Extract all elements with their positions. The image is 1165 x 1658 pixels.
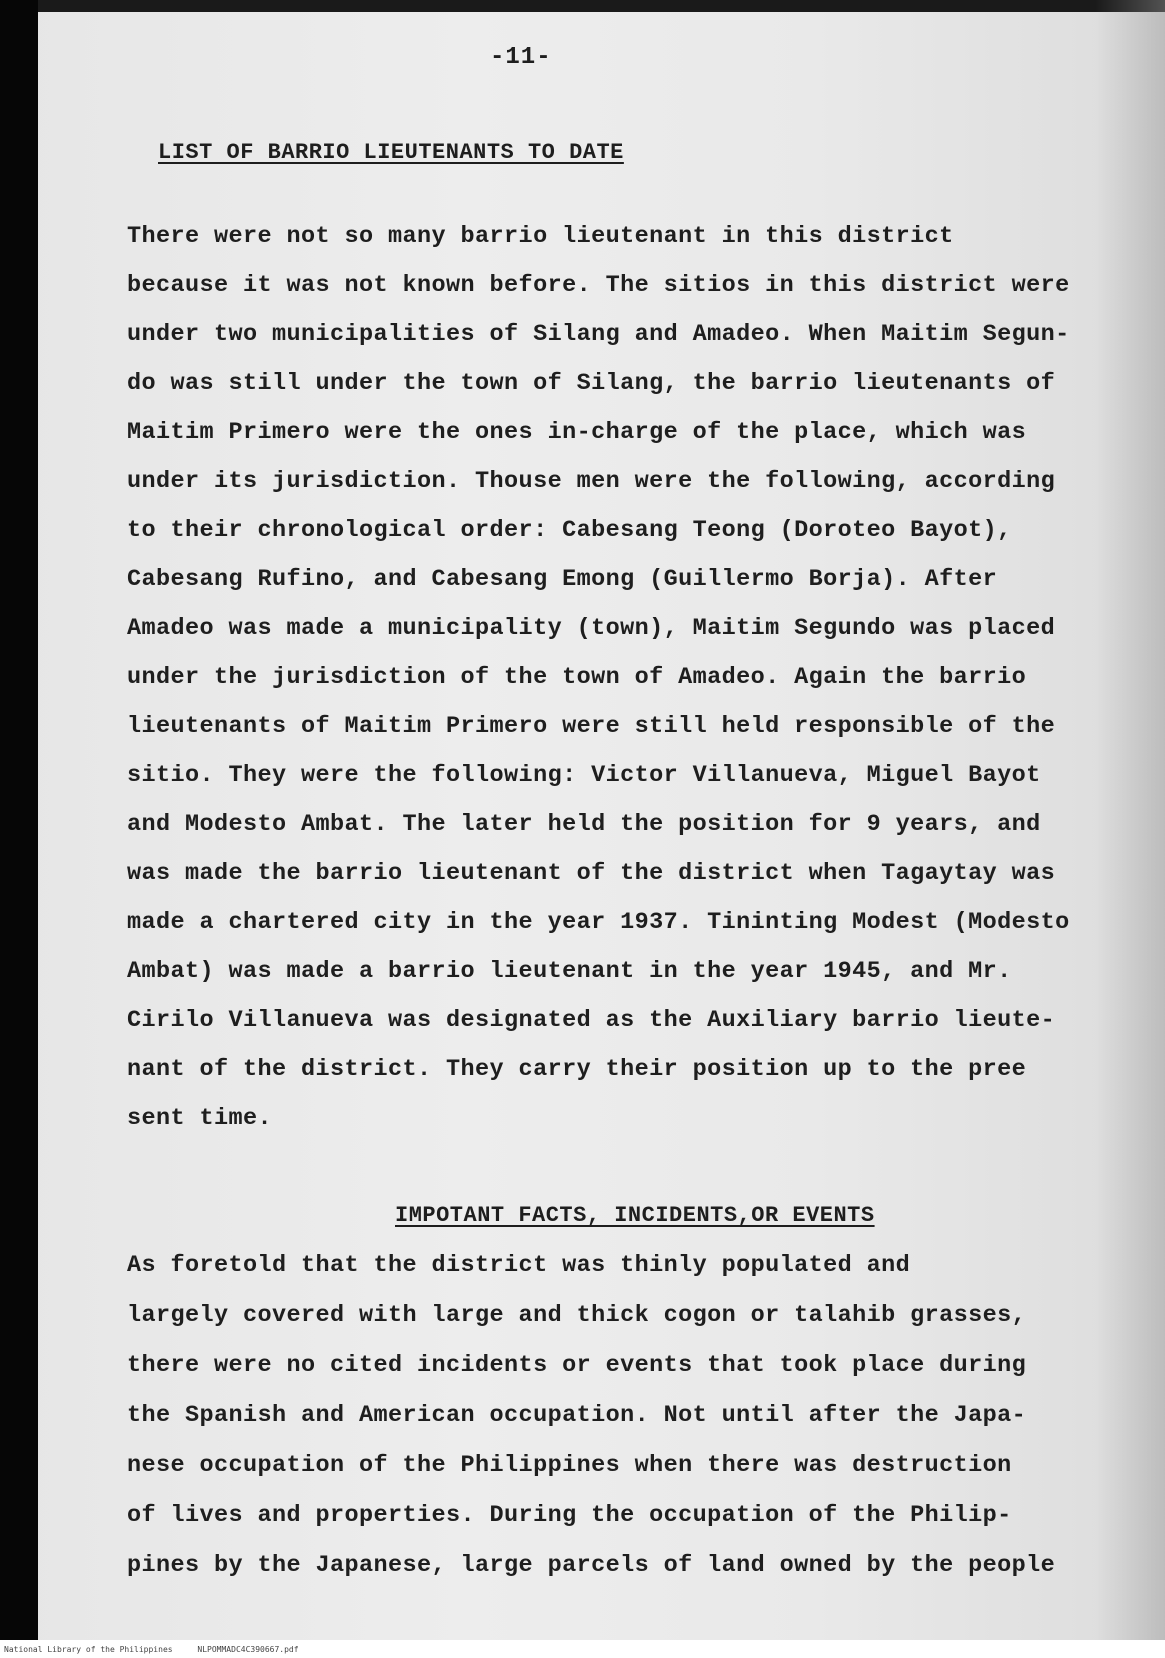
text-line: made a chartered city in the year 1937. Tininting Modest (Modesto <box>127 909 1070 936</box>
text-line: the Spanish and American occupation. Not until after the Japa- <box>127 1402 1027 1429</box>
text-line: pines by the Japanese, large parcels of land owned by the people <box>127 1552 1056 1579</box>
text-line: sent time. <box>127 1105 273 1132</box>
text-line: Maitim Primero were the ones in-charge of the place, which was <box>127 419 1027 446</box>
text-line: Ambat) was made a barrio lieutenant in the year 1945, and Mr. <box>127 958 1012 985</box>
text-line: there were no cited incidents or events that took place during <box>127 1352 1027 1379</box>
heading-barrio-lieutenants: LIST OF BARRIO LIEUTENANTS TO DATE <box>158 140 624 165</box>
heading-important-facts: IMPOTANT FACTS, INCIDENTS,OR EVENTS <box>395 1203 875 1228</box>
text-line: nese occupation of the Philippines when there was destruction <box>127 1452 1012 1479</box>
page-number: -11- <box>490 44 552 71</box>
text-line: As foretold that the district was thinly populated and <box>127 1252 911 1279</box>
text-line: of lives and properties. During the occupation of the Philip- <box>127 1502 1012 1529</box>
scan-left-border <box>0 0 38 1640</box>
scan-footer <box>4 1645 299 1654</box>
text-line: was made the barrio lieutenant of the district when Tagaytay was <box>127 860 1056 887</box>
text-line: Cabesang Rufino, and Cabesang Emong (Guillermo Borja). After <box>127 566 998 593</box>
scan-top-border <box>38 0 1165 12</box>
text-line: under its jurisdiction. Thouse men were the following, according <box>127 468 1056 495</box>
text-line: to their chronological order: Cabesang Teong (Doroteo Bayot), <box>127 517 1012 544</box>
text-line: nant of the district. They carry their position up to the pree <box>127 1056 1027 1083</box>
scan-right-shadow <box>1095 0 1165 1640</box>
text-line: do was still under the town of Silang, the barrio lieutenants of <box>127 370 1056 397</box>
text-line: because it was not known before. The sitios in this district were <box>127 272 1070 299</box>
text-line: lieutenants of Maitim Primero were still held responsible of the <box>127 713 1056 740</box>
text-line: and Modesto Ambat. The later held the position for 9 years, and <box>127 811 1041 838</box>
footer-file: NLPOMMADC4C390667.pdf <box>197 1645 299 1654</box>
text-line: under two municipalities of Silang and Amadeo. When Maitim Segun- <box>127 321 1070 348</box>
footer-library: National Library of the Philippines <box>4 1645 173 1654</box>
text-line: sitio. They were the following: Victor Villanueva, Miguel Bayot <box>127 762 1041 789</box>
text-line: There were not so many barrio lieutenant in this district <box>127 223 954 250</box>
text-line: largely covered with large and thick cogon or talahib grasses, <box>127 1302 1027 1329</box>
text-line: Cirilo Villanueva was designated as the Auxiliary barrio lieute- <box>127 1007 1056 1034</box>
text-line: under the jurisdiction of the town of Amadeo. Again the barrio <box>127 664 1027 691</box>
text-line: Amadeo was made a municipality (town), Maitim Segundo was placed <box>127 615 1056 642</box>
